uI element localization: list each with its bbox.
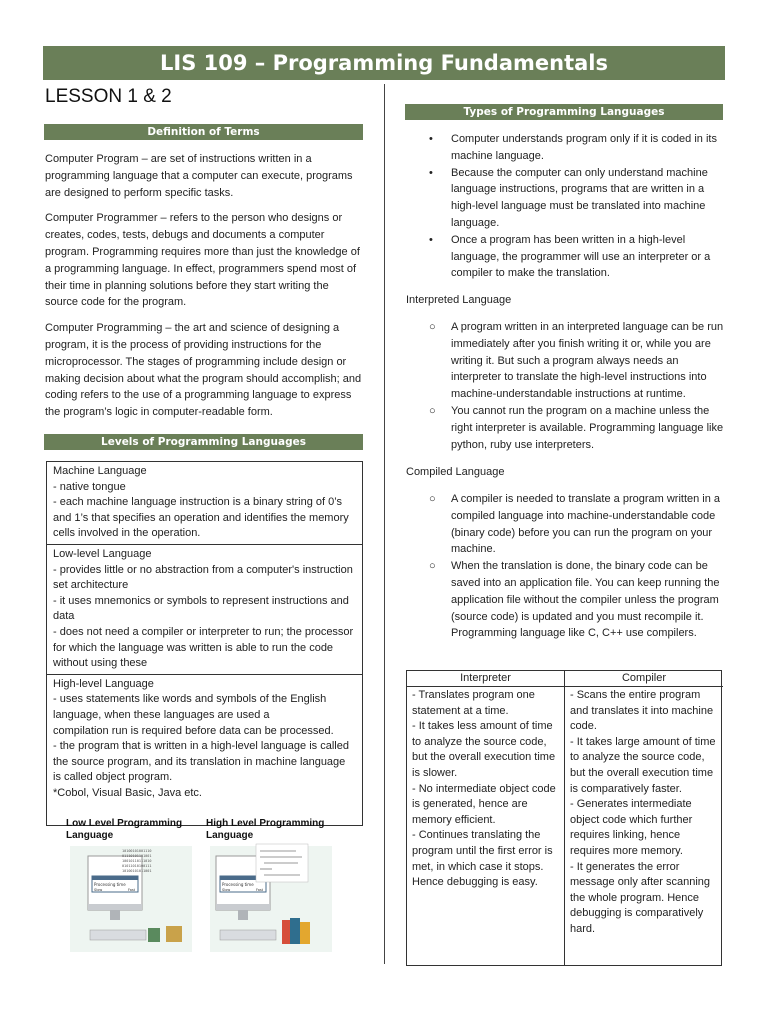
svg-text:10100101011001: 10100101011001 — [122, 869, 152, 873]
level-line: - uses statements like words and symbols of the English language, when these languages are used a — [53, 693, 327, 721]
table-header-compiler: Compiler — [565, 671, 723, 687]
types-heading: Types of Programming Languages — [405, 104, 723, 120]
definitions — [45, 151, 363, 430]
level-line: - it uses mnemonics or symbols to represent instructions and data — [53, 594, 349, 623]
table-line: - It takes less amount of time to analyze the source code, but the overall execution time is slower. — [412, 720, 556, 779]
level-line: - native tongue — [53, 480, 126, 493]
circle-bullet-icon: ○ — [429, 560, 436, 573]
level-line: *Cobol, Visual Basic, Java etc. — [53, 786, 202, 799]
list-item: ○ When the translation is done, the binary code can be saved into an application file. You can keep running the application file without the compiler unless the program (source code) is updated and you must recompile it. Programming language like C, C++ use compilers. — [429, 560, 720, 640]
level-line: Machine Language — [53, 465, 147, 477]
interpreted-heading: Interpreted Language — [406, 294, 512, 306]
compiled-heading: Compiled Language — [406, 466, 505, 478]
list-item: • Once a program has been written in a high-level language, the programmer will use an interpreter or a compiler to make the translation. — [429, 233, 711, 280]
list-item: • Because the computer can only understand machine language instructions, programs that are written in a high-level language must be translated into machine language. — [429, 166, 708, 229]
interpreted-list — [406, 319, 724, 453]
definition-computer-programmer: Computer Programmer – refers to the person who designs or creates, codes, tests, debugs and documents a computer program. Programming requires more than just the knowledge of a programming language. In effect, programmers spend most of their time in planning solutions before they start writing the source code for the program. — [45, 212, 360, 309]
bullet-icon: • — [429, 166, 433, 179]
circle-bullet-icon: ○ — [429, 321, 436, 333]
page-title: LIS 109 – Programming Fundamentals — [43, 46, 725, 80]
computer-illustration-icon — [206, 842, 336, 956]
table-line: - Translates program one statement at a time. — [412, 689, 535, 717]
table-line: - No intermediate object code is generated, hence are memory efficient. — [412, 782, 556, 826]
computer-illustration-icon — [66, 842, 196, 956]
definition-computer-programming: Computer Programming – the art and science of designing a program, it is the process of providing instructions for the microprocessor. The stages of programming include design or making decision about what the program should accomplish; and coding refers to the use of a programming language to express the program’s logic in computer-readable form. — [45, 322, 362, 419]
bullet-icon: • — [429, 133, 433, 145]
level-line: - the program that is written in a high-level language is called the source program, and its translation in machine language is called object program. — [53, 740, 349, 784]
box-label: Processing time — [222, 882, 254, 887]
column-divider — [384, 84, 385, 964]
table-line: - Continues translating the program until the first error is met, in which case it stops. Hence debugging is easy. — [412, 829, 553, 889]
comparison-table — [406, 670, 722, 966]
level-line: High-level Language — [53, 677, 154, 690]
svg-text:10100101001110: 10100101001110 — [122, 849, 152, 853]
box-right: Fast — [256, 888, 264, 892]
list-item: • Computer understands program only if it is coded in its machine language. — [429, 133, 717, 162]
level-low — [47, 545, 362, 675]
box-left: Slow — [222, 888, 231, 892]
low-level-illustration — [66, 818, 201, 958]
bullet-icon: • — [429, 233, 433, 246]
compiler-cell — [565, 687, 723, 965]
levels-heading: Levels of Programming Languages — [44, 434, 363, 450]
list-item: ○ You cannot run the program on a machine unless the right interpreter is available. Programming language like python, ruby use interpreters. — [429, 404, 724, 451]
table-line: - It generates the error message only after scanning the whole program. Hence debugging is comparatively hard. — [570, 860, 711, 935]
svg-text:10010110111010: 10010110111010 — [122, 859, 152, 863]
high-level-illustration — [206, 818, 341, 958]
types-bullets — [406, 131, 724, 282]
list-item: ○ A compiler is needed to translate a program written in a compiled language into machine-understandable code (binary code) before you can run the program on your machine. — [429, 493, 721, 556]
table-header-interpreter: Interpreter — [407, 671, 565, 687]
interpreter-cell — [407, 687, 565, 965]
definition-heading: Definition of Terms — [44, 124, 363, 140]
svg-text:01011010100111: 01011010100111 — [122, 864, 152, 868]
lesson-label: LESSON 1 & 2 — [45, 86, 172, 107]
level-line: - does not need a compiler or interpreter to run; the processor for which the language was written is able to run the code without using these — [53, 625, 354, 670]
definition-computer-program: Computer Program – are set of instructions written in a programming language that a computer can execute, programs are designed to perform specific tasks. — [45, 153, 353, 199]
list-item: ○ A program written in an interpreted language can be run immediately after you finish writing it or, while you are writing it. But such a program always needs an interpreter to translate the high-level instructions into machine-understandable instructions at runtime. — [429, 321, 724, 401]
box-label: Processing time — [94, 882, 126, 887]
box-right: Fast — [128, 888, 136, 892]
illustration-title: Low Level Programming Language — [66, 818, 183, 841]
svg-text:01110101101001: 01110101101001 — [122, 854, 152, 858]
circle-bullet-icon: ○ — [429, 404, 436, 417]
table-line: - Generates intermediate object code which further requires linking, hence requires more memory. — [570, 798, 693, 857]
level-line: Low-level Language — [53, 547, 152, 560]
level-line: - each machine language instruction is a binary string of 0’s and 1’s that specifies an operation and identifies the memory cells involved in the operation. — [53, 496, 349, 540]
box-left: Slow — [94, 888, 103, 892]
level-line: compilation run is required before data can be processed. — [53, 724, 334, 737]
circle-bullet-icon: ○ — [429, 493, 436, 505]
compiled-list — [406, 491, 724, 642]
levels-table — [46, 461, 363, 826]
illustration-title: High Level Programming Language — [206, 818, 325, 841]
table-line: - It takes large amount of time to analyze the source code, but the overall execution time is comparatively faster. — [570, 735, 716, 795]
level-high — [47, 675, 362, 826]
level-line: - provides little or no abstraction from a computer's instruction set architecture — [53, 563, 353, 592]
table-line: - Scans the entire program and translates it into machine code. — [570, 689, 714, 733]
level-machine — [47, 462, 362, 545]
